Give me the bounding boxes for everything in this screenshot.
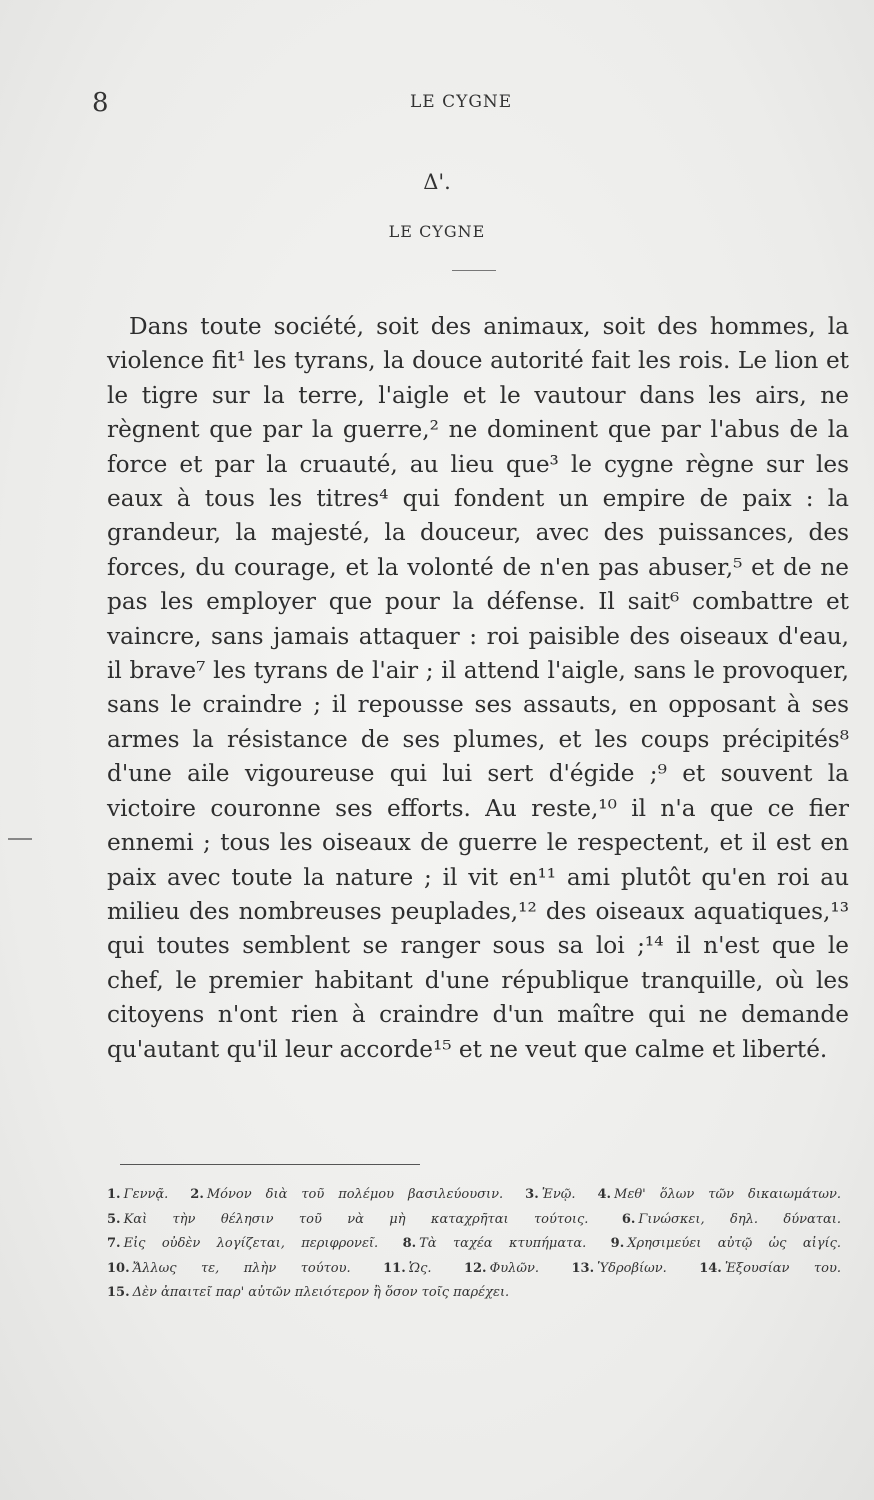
footnote-item (107, 1187, 168, 1202)
footnote-text: Χρησιμεύει αὐτῷ ὡς αἰγίς. (627, 1236, 841, 1252)
footnote-number: 14. (699, 1260, 722, 1276)
footnote-text: Ἐξουσίαν του. (724, 1260, 841, 1276)
footnote-text: Ὑδροβίων. (597, 1260, 667, 1276)
footnote-item (107, 1261, 351, 1276)
footnote-text: Ὡς. (408, 1260, 432, 1276)
footnote-text: Δὲν ἀπαιτεῖ παρ' αὐτῶν πλειότερον ἢ ὅσον τοῖς παρέχει. (132, 1285, 510, 1301)
running-title: LE CYGNE (410, 92, 513, 112)
footnote-number: 10. (107, 1260, 130, 1276)
footnote-text: Ἄλλως τε, πλὴν τούτου. (132, 1260, 351, 1276)
margin-mark (8, 838, 32, 840)
footnote-text: Εἰς οὐδὲν λογίζεται, περιφρονεῖ. (123, 1236, 379, 1252)
footnote-item (622, 1212, 841, 1227)
footnote-number: 11. (383, 1260, 406, 1276)
page-number: 8 (92, 88, 109, 118)
footnote-text: Γινώσκει, δηλ. δύναται. (638, 1211, 841, 1227)
footnote-number: 8. (402, 1236, 417, 1252)
footnote-number: 5. (107, 1211, 121, 1227)
footnote-item (525, 1187, 575, 1202)
footnote-item (699, 1261, 841, 1276)
footnote-number: 15. (107, 1285, 130, 1301)
footnote-item (107, 1285, 509, 1300)
chapter-numeral: Δ'. (423, 170, 451, 194)
footnote-text: Καὶ τὴν θέλησιν τοῦ νὰ μὴ καταχρῆται τούτοις. (123, 1211, 589, 1227)
footnote-number: 3. (525, 1187, 539, 1202)
footnote-number: 4. (597, 1187, 612, 1202)
footnote-item (597, 1187, 841, 1202)
footnote-text: Ἐνῷ. (541, 1187, 576, 1202)
footnote-number: 2. (190, 1187, 204, 1202)
footnote-number: 13. (571, 1260, 595, 1276)
footnote-number: 7. (107, 1236, 121, 1252)
footnote-text: Τὰ ταχέα κτυπήματα. (419, 1236, 587, 1252)
title-divider (452, 270, 496, 271)
footnote-number: 1. (107, 1187, 121, 1202)
footnote-number: 6. (621, 1211, 636, 1227)
footnote-text: Φυλῶν. (489, 1260, 540, 1276)
body-paragraph: Dans toute société, soit des animaux, soit des hommes, la violence fit¹ les tyrans, la douce autorité fait les rois. Le lion et le tigre sur la terre, l'aigle et le vautour dans les airs, ne règnent que par la guerre,² ne dominent que par l'abus de la force et par la cruauté, au lieu que³ le cygne règne sur les eaux à tous les titres⁴ qui fondent un empire de paix : la grandeur, la majesté, la douceur, avec des puissances, des forces, du courage, et la volonté de n'en pas abuser,⁵ et de ne pas les employer que pour la défense. Il sait⁶ combattre et vaincre, sans jamais attaquer : roi paisible des oiseaux d'eau, il brave⁷ les tyrans de l'air ; il attend l'aigle, sans le provoquer, sans le craindre ; il repousse ses assauts, en opposant à ses armes la résistance de ses plumes, et les coups précipités⁸ d'une aile vigoureuse qui lui sert d'égide ;⁹ et souvent la victoire couronne ses efforts. Au reste,¹⁰ il n'a que ce fier ennemi ; tous les oiseaux de guerre le respectent, et il est en paix avec toute la nature ; il vit en¹¹ ami plutôt qu'en roi au milieu des nombreuses peuplades,¹² des oiseaux aquatiques,¹³ qui toutes semblent se ranger sous sa loi ;¹⁴ il n'est que le chef, le premier habitant d'une république tranquille, où les citoyens n'ont rien à craindre d'un maître qui ne demande qu'autant qu'il leur accorde¹⁵ et ne veut que calme et liberté. (107, 313, 849, 1063)
footnote-text: Γεννᾷ. (123, 1187, 169, 1202)
footnote-divider (120, 1164, 420, 1165)
footnote-number: 9. (610, 1236, 625, 1252)
footnote-item (611, 1236, 841, 1251)
footnote-item (403, 1236, 587, 1251)
footnote-item (464, 1261, 539, 1276)
footnote-text: Μόνον διὰ τοῦ πολέμου βασιλεύουσιν. (206, 1187, 504, 1202)
footnote-item (383, 1261, 431, 1276)
chapter-title: LE CYGNE (388, 222, 486, 241)
footnote-text: Μεθ' ὅλων τῶν δικαιωμάτων. (614, 1187, 841, 1202)
footnote-item (190, 1187, 503, 1202)
footnote-item (107, 1236, 378, 1251)
footnotes (107, 1183, 849, 1306)
footnote-item (107, 1212, 588, 1227)
footnote-item (572, 1261, 667, 1276)
footnote-number: 12. (463, 1260, 487, 1276)
page-header (92, 88, 852, 118)
